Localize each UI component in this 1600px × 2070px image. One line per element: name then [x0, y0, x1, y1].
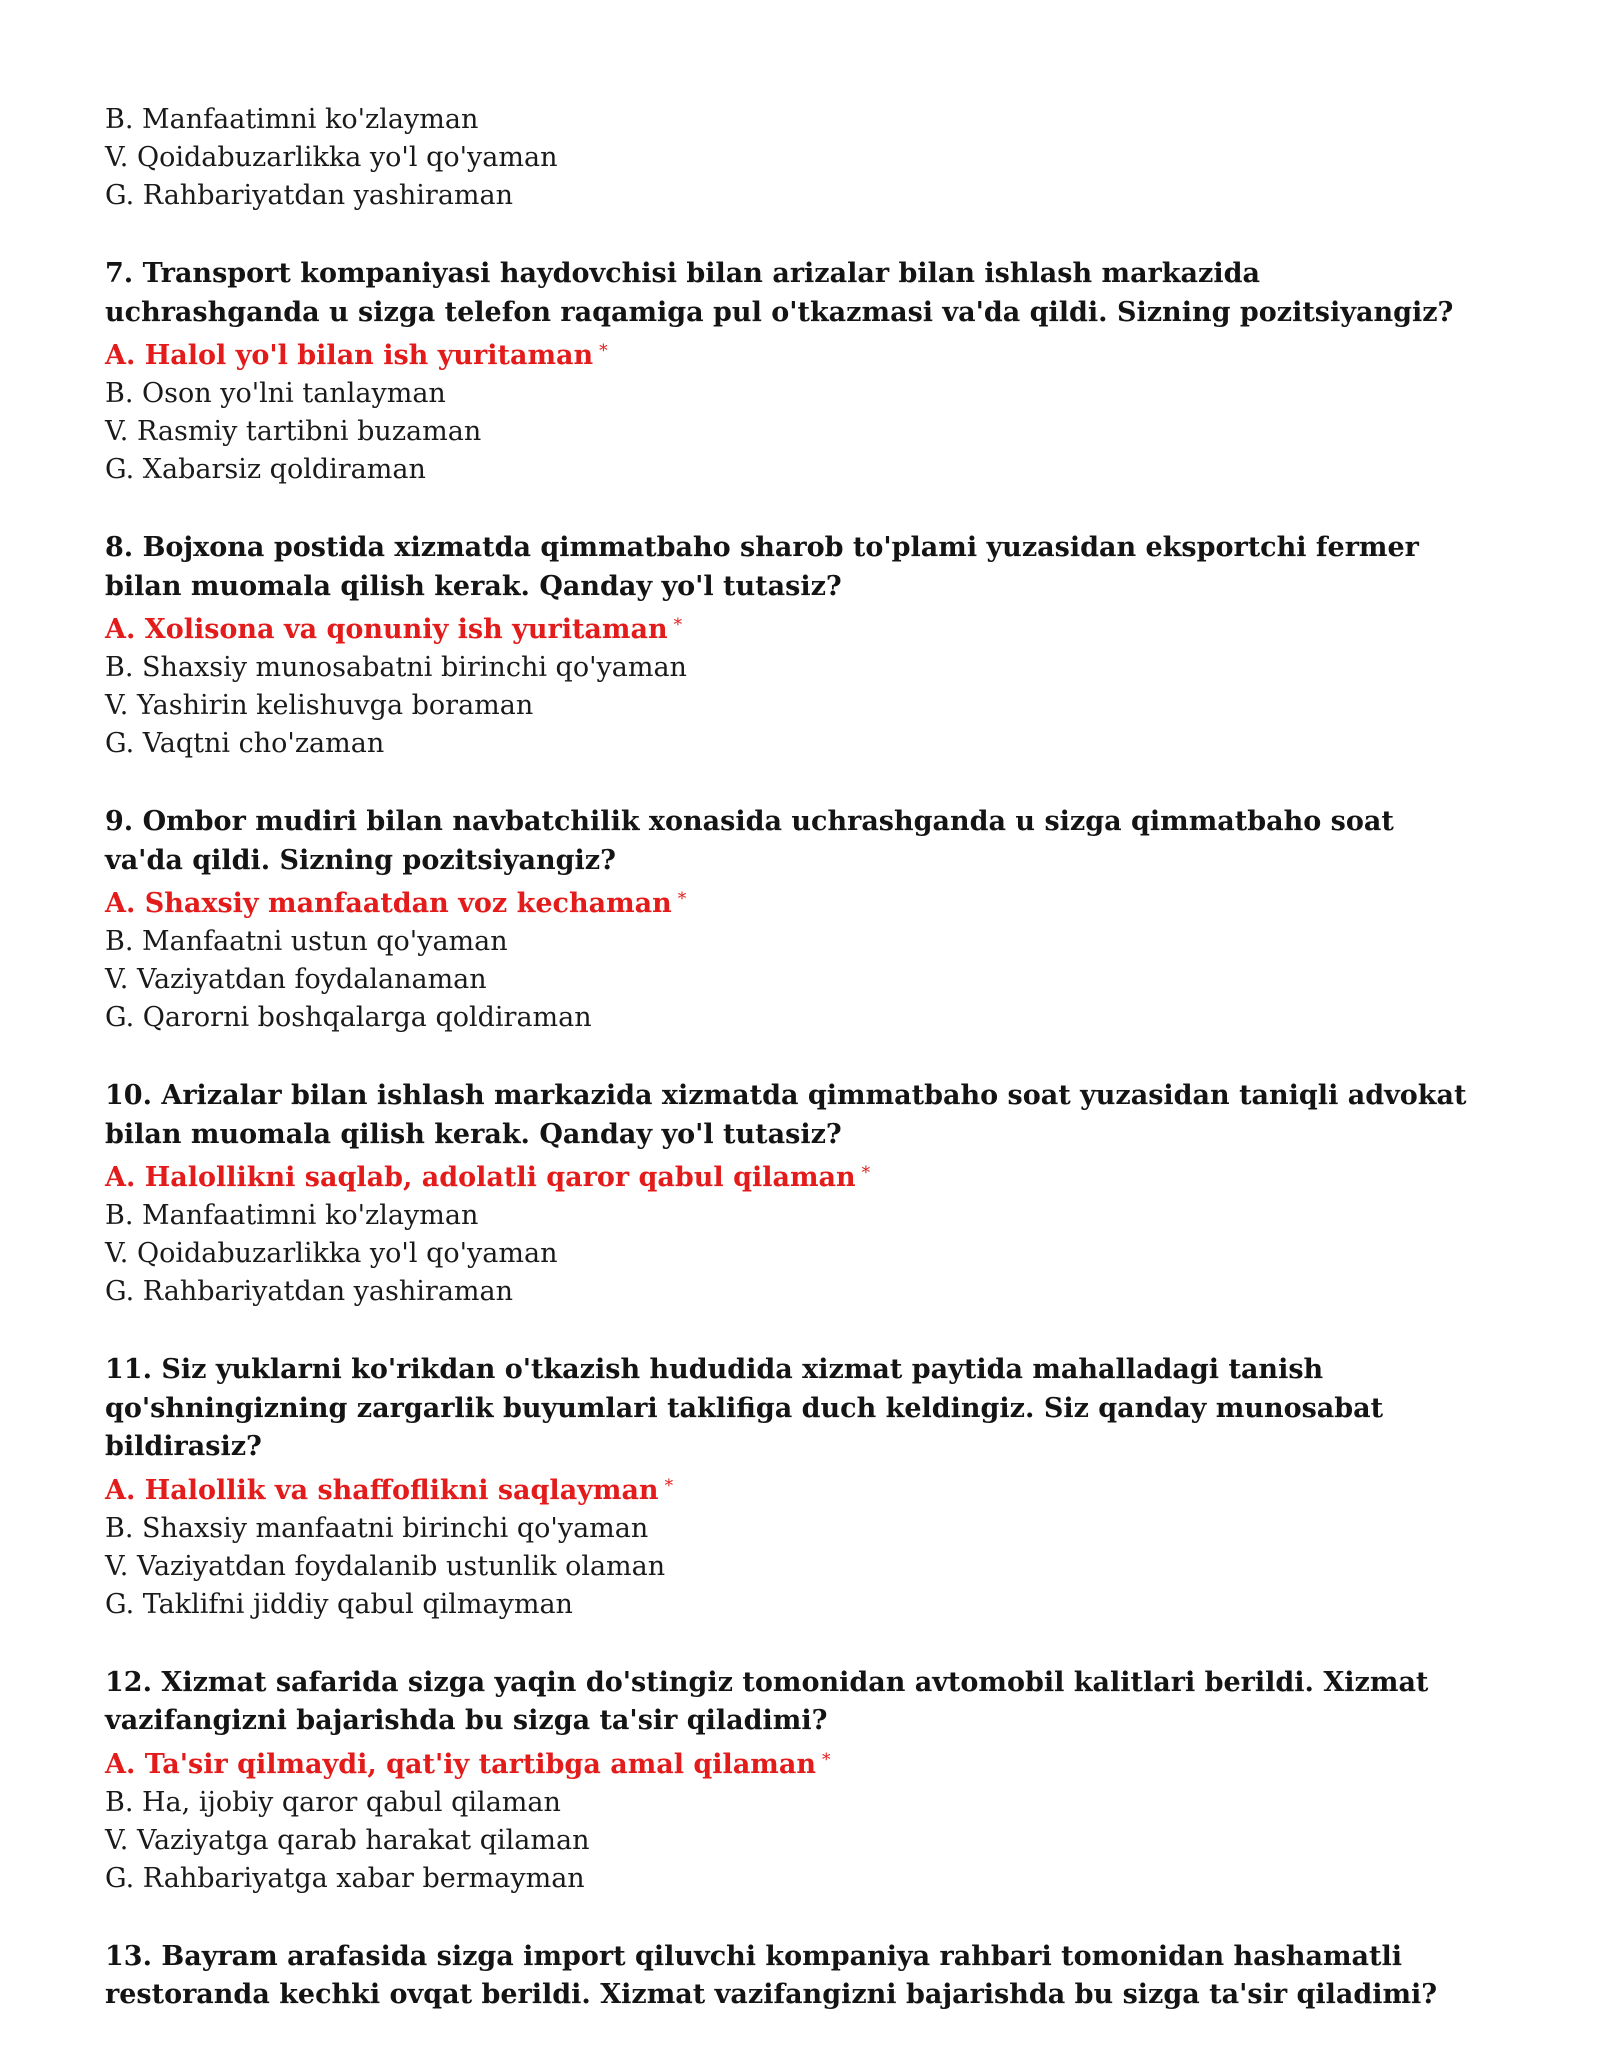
option: V. Vaziyatga qarab harakat qilaman [105, 1824, 590, 1856]
question-block [105, 1664, 1480, 1898]
correct-marker: * [599, 341, 608, 361]
option: G. Taklifni jiddiy qabul qilmayman [105, 1588, 573, 1620]
correct-answer-text: A. Ta'sir qilmaydi, qat'iy tartibga amal qilaman [105, 1748, 817, 1780]
question-block [105, 1077, 1480, 1311]
option: G. Rahbariyatdan yashiraman [105, 1276, 514, 1307]
question-block [105, 529, 1480, 763]
question-text: 9. Ombor mudiri bilan navbatchilik xonasida uchrashganda u sizga qimmatbaho soat va'da qildi. Sizning pozitsiyangiz? [105, 806, 1394, 876]
question-text: 12. Xizmat safarida sizga yaqin do'stingiz tomonidan avtomobil kalitlari berildi. Xizmat vazifangizni bajarishda bu sizga ta'sir qiladimi? [105, 1666, 1429, 1736]
question-text: 8. Bojxona postida xizmatda qimmatbaho sharob to'plami yuzasidan eksportchi fermer bilan muomala qilish kerak. Qanday yo'l tutasiz? [105, 532, 1419, 602]
option: G. Rahbariyatga xabar bermayman [105, 1862, 585, 1894]
option: V. Qoidabuzarlikka yo'l qo'yaman [105, 1238, 558, 1269]
correct-marker: * [822, 1749, 831, 1770]
option: G. Qarorni boshqalarga qoldiraman [105, 1002, 592, 1033]
correct-answer [105, 332, 1480, 375]
correct-answer [105, 1467, 1480, 1510]
correct-answer [105, 880, 1480, 923]
question-block [105, 803, 1480, 1037]
continued-options [105, 101, 1480, 215]
correct-marker: * [677, 889, 687, 909]
question-block [105, 1938, 1480, 2015]
correct-answer-text: A. Shaxsiy manfaatdan voz kechaman [105, 888, 672, 919]
option: G. Xabarsiz qoldiraman [105, 454, 426, 485]
option: V. Yashirin kelishuvga boraman [105, 690, 534, 721]
option: B. Shaxsiy munosabatni birinchi qo'yaman [105, 652, 687, 683]
option: G. Rahbariyatdan yashiraman [105, 180, 514, 211]
correct-marker: * [664, 1475, 674, 1496]
question-text: 13. Bayram arafasida sizga import qiluvchi kompaniya rahbari tomonidan hashamatli restoranda kechki ovqat berildi. Xizmat vazifangizni bajarishda bu sizga ta'sir qiladimi? [105, 1940, 1438, 2010]
option: V. Rasmiy tartibni buzaman [105, 416, 482, 447]
option: B. Manfaatimni ko'zlayman [105, 1200, 479, 1231]
question-text: 10. Arizalar bilan ishlash markazida xizmatda qimmatbaho soat yuzasidan taniqli advokat bilan muomala qilish kerak. Qanday yo'l tutasiz? [105, 1080, 1467, 1150]
correct-answer-text: A. Xolisona va qonuniy ish yuritaman [105, 614, 668, 645]
option: G. Vaqtni cho'zaman [105, 728, 385, 759]
option: B. Shaxsiy manfaatni birinchi qo'yaman [105, 1512, 649, 1544]
option: V. Vaziyatdan foydalanaman [105, 964, 487, 995]
question-text: 11. Siz yuklarni ko'rikdan o'tkazish hududida xizmat paytida mahalladagi tanish qo'shningizning zargarlik buyumlari taklifiga duch keldingiz. Siz qanday munosabat bildirasiz? [105, 1354, 1384, 1462]
option: B. Manfaatni ustun qo'yaman [105, 926, 508, 957]
correct-answer-text: A. Halol yo'l bilan ish yuritaman [105, 340, 594, 371]
correct-answer-text: A. Halollik va shaffoflikni saqlayman [105, 1474, 659, 1506]
correct-answer [105, 1154, 1480, 1197]
option: V. Qoidabuzarlikka yo'l qo'yaman [105, 142, 558, 173]
option: B. Oson yo'lni tanlayman [105, 378, 446, 409]
option: V. Vaziyatdan foydalanib ustunlik olaman [105, 1550, 666, 1582]
correct-marker: * [673, 615, 683, 635]
correct-answer [105, 1741, 1480, 1784]
question-block [105, 1351, 1480, 1624]
correct-answer [105, 606, 1480, 649]
correct-marker: * [861, 1163, 871, 1183]
correct-answer-text: A. Halollikni saqlab, adolatli qaror qabul qilaman [105, 1162, 856, 1193]
option: B. Ha, ijobiy qaror qabul qilaman [105, 1786, 561, 1818]
question-block [105, 255, 1480, 489]
question-text: 7. Transport kompaniyasi haydovchisi bilan arizalar bilan ishlash markazida uchrashganda u sizga telefon raqamiga pul o'tkazmasi va'da qildi. Sizning pozitsiyangiz? [105, 258, 1454, 328]
option: B. Manfaatimni ko'zlayman [105, 104, 479, 135]
